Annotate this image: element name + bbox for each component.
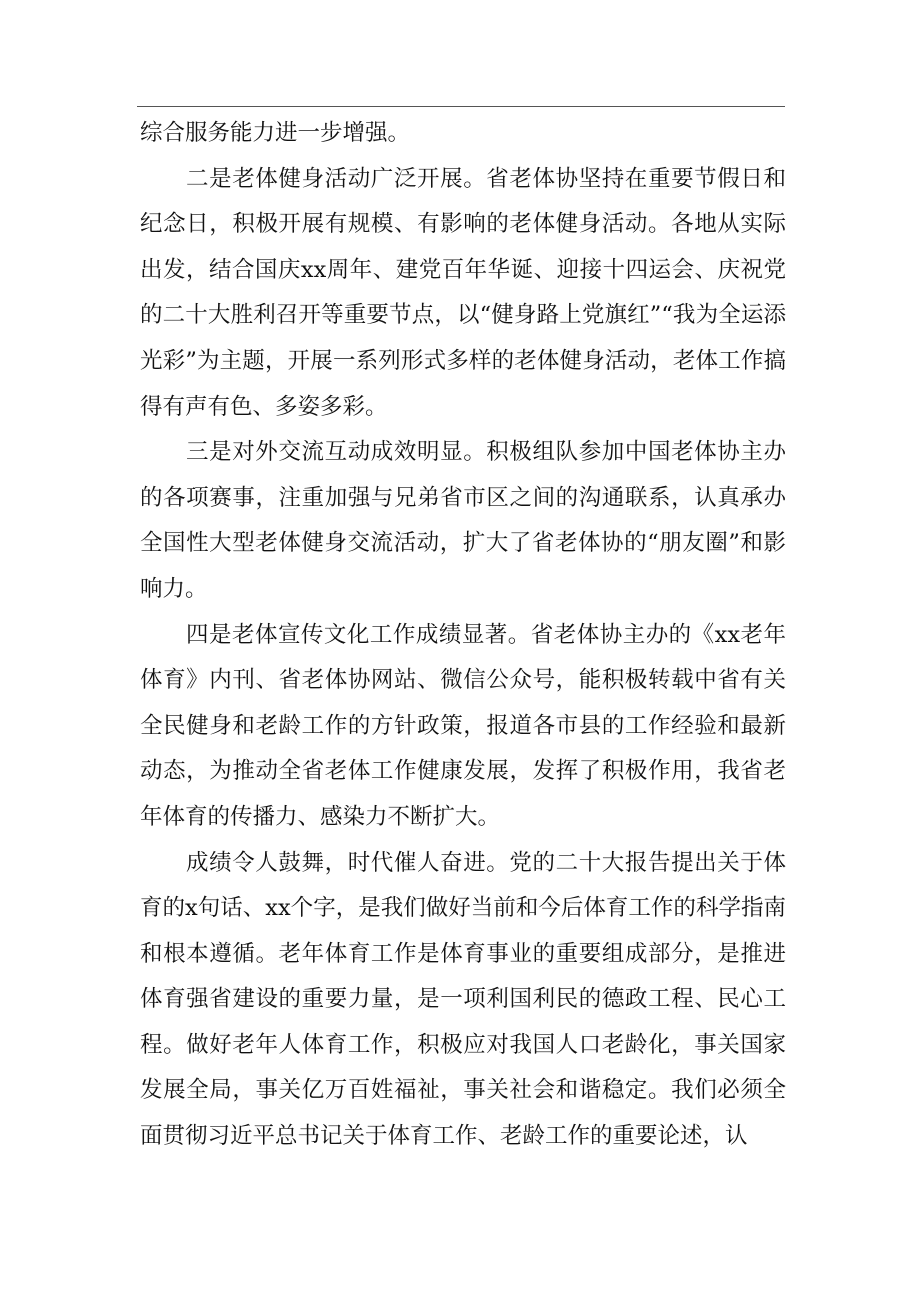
document-body	[140, 111, 786, 1160]
paragraph-continuation: 综合服务能力进一步增强。	[140, 120, 411, 146]
paragraph-fitness-activities: 二是老体健身活动广泛开展。省老体协坚持在重要节假日和纪念日，积极开展有规模、有影响的老体健身活动。各地从实际出发，结合国庆xx周年、建党百年华诞、迎接十四运会、庆祝党的二十大胜利召开等重要节点，以“健身路上党旗红”“我为全运添光彩”为主题，开展一系列形式多样的老体健身活动，老体工作搞得有声有色、多姿多彩。	[140, 165, 786, 420]
paragraph-external-exchange: 三是对外交流互动成效明显。积极组队参加中国老体协主办的各项赛事，注重加强与兄弟省市区之间的沟通联系，认真承办全国性大型老体健身交流活动，扩大了省老体协的“朋友圈”和影响力。	[140, 439, 786, 602]
header-rule	[137, 106, 785, 107]
paragraph-publicity-culture: 四是老体宣传文化工作成绩显著。省老体协主办的《xx老年体育》内刊、省老体协网站、微信公众号，能积极转载中省有关全民健身和老龄工作的方针政策，报道各市县的工作经验和最新动态，为推动全省老体工作健康发展，发挥了积极作用，我省老年体育的传播力、感染力不断扩大。	[140, 621, 786, 830]
paragraph-achievements: 成绩令人鼓舞，时代催人奋进。党的二十大报告提出关于体育的x句话、xx个字，是我们做好当前和今后体育工作的科学指南和根本遵循。老年体育工作是体育事业的重要组成部分，是推进体育强省建设的重要力量，是一项利国利民的德政工程、民心工程。做好老年人体育工作，积极应对我国人口老龄化，事关国家发展全局，事关亿万百姓福祉，事关社会和谐稳定。我们必须全面贯彻习近平总书记关于体育工作、老龄工作的重要论述，认	[140, 849, 786, 1150]
